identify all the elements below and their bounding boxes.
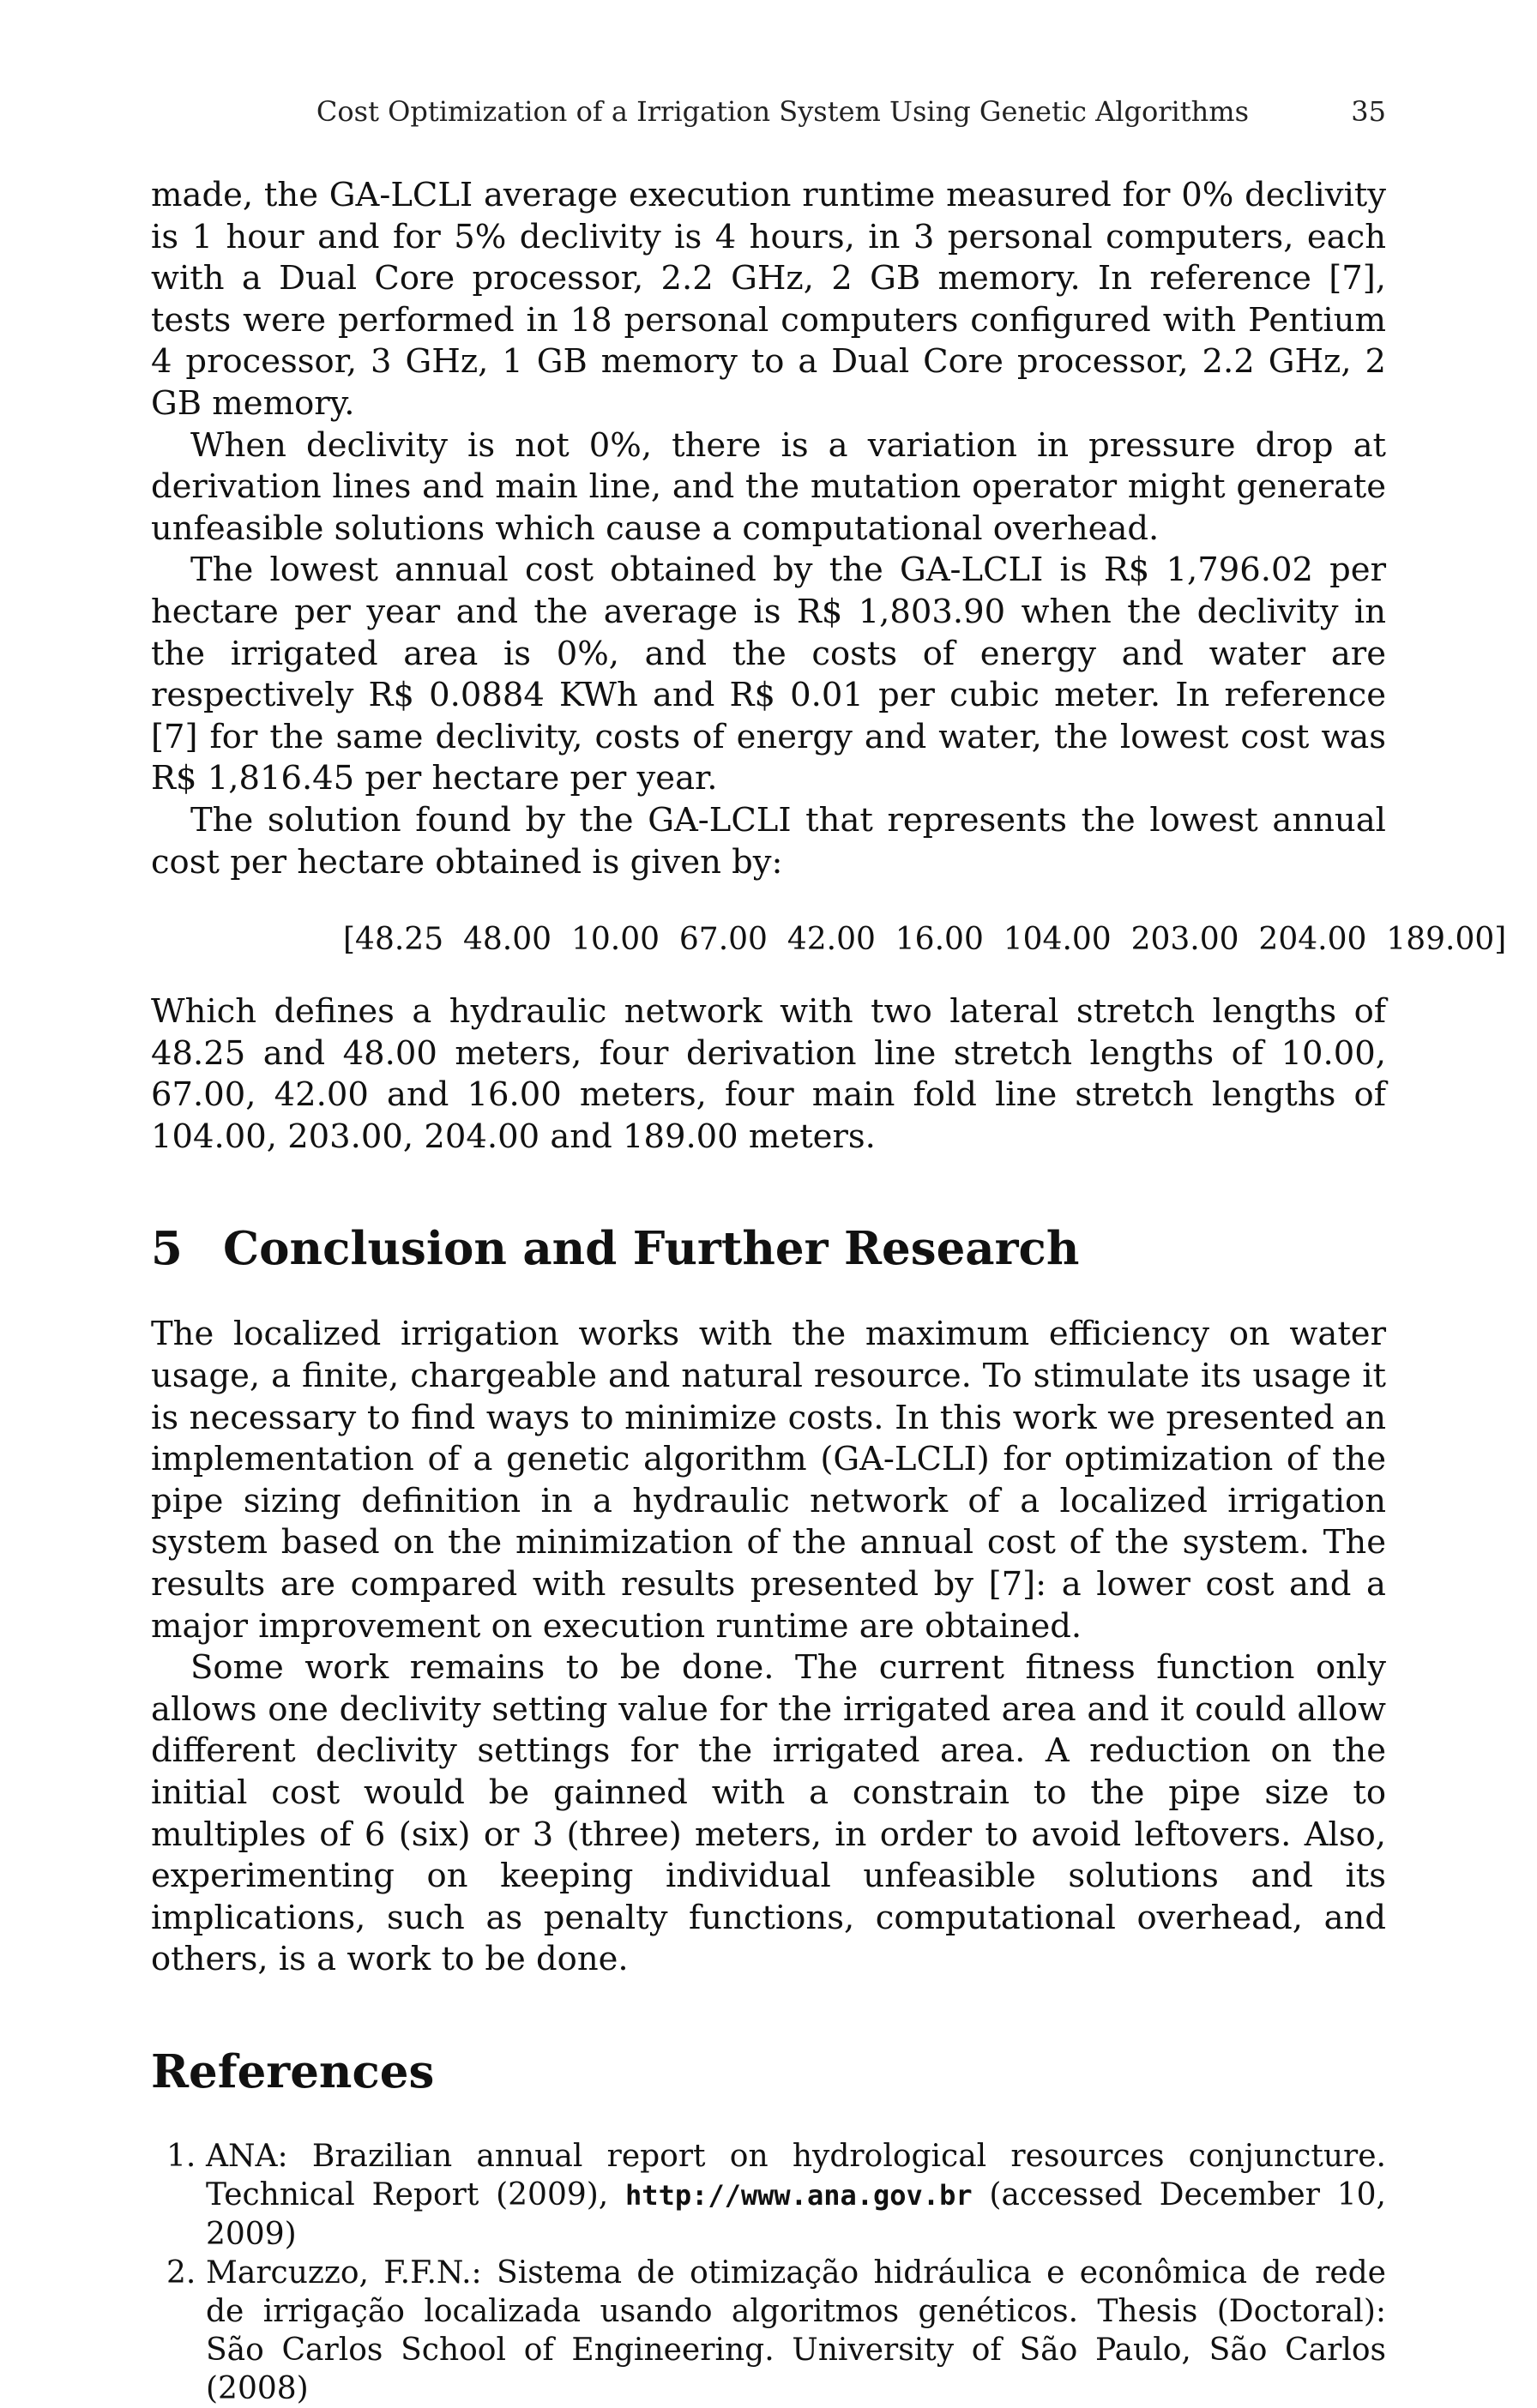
paragraph-runtime: made, the GA-LCLI average execution runtime measured for 0% declivity is 1 hour and for 5% declivity is 4 hours, in 3 personal computers, each with a Dual Core processor, 2.2 GHz, 2 GB memory. In reference [7], tests were performed in 18 personal computers configured with Pentium 4 processor, 3 GHz, 1 GB memory to a Dual Core processor, 2.2 GHz, 2 GB memory. bbox=[151, 176, 1386, 423]
reference-number: 2. bbox=[166, 2254, 196, 2291]
running-title: Cost Optimization of a Irrigation System Using Genetic Algorithms bbox=[316, 95, 1249, 128]
reference-item bbox=[151, 2137, 1386, 2254]
section-title: Conclusion and Further Research bbox=[223, 1222, 1080, 1276]
references-heading: References bbox=[151, 2044, 435, 2098]
reference-url-link[interactable]: http://www.ana.gov.br bbox=[625, 2178, 973, 2212]
reference-item bbox=[151, 2254, 1386, 2408]
paragraph-conclusion: The localized irrigation works with the maximum efficiency on water usage, a finite, chargeable and natural resource. To stimulate its usage it is necessary to find ways to minimize costs. In this work we presented an implementation of a genetic algorithm (GA-LCLI) for optimization of the pipe sizing definition in a hydraulic network of a localized irrigation system based on the minimization of the annual cost of the system. The results are compared with results presented by [7]: a lower cost and a major improvement on execution runtime are obtained. bbox=[151, 1315, 1386, 1646]
paragraph-lowest-cost: The lowest annual cost obtained by the GA-LCLI is R$ 1,796.02 per hectare per year and the average is R$ 1,803.90 when the declivity in the irrigated area is 0%, and the costs of energy and water are respectively R$ 0.0884 KWh and R$ 0.01 per cubic meter. In reference [7] for the same declivity, costs of energy and water, the lowest cost was R$ 1,816.45 per hectare per year. bbox=[151, 551, 1386, 798]
paragraph-solution-intro: The solution found by the GA-LCLI that represents the lowest annual cost per hectare obtained is given by: bbox=[151, 800, 1386, 882]
paragraph-network-definition: Which defines a hydraulic network with two lateral stretch lengths of 48.25 and 48.00 meters, four derivation line stretch lengths of 10.00, 67.00, 42.00 and 16.00 meters, four main fold line stretch lengths of 104.00, 203.00, 204.00 and 189.00 meters. bbox=[151, 992, 1386, 1156]
section-number: 5 bbox=[151, 1222, 183, 1276]
running-header bbox=[151, 86, 1386, 137]
reference-list bbox=[151, 2137, 1386, 2408]
paper-page bbox=[151, 86, 1507, 2408]
section-heading-conclusion bbox=[151, 1223, 1386, 1274]
solution-vector bbox=[151, 919, 1507, 960]
solution-vector-text: [48.25 48.00 10.00 67.00 42.00 16.00 104.00 203.00 204.00 189.00] bbox=[343, 922, 1507, 958]
reference-text-part: ANA: Brazilian annual report on hydrological resources conjuncture. Technical Report (2009), bbox=[206, 2138, 1386, 2212]
page-number: 35 bbox=[1351, 95, 1386, 128]
reference-text-part: (accessed December 10, 2009) bbox=[206, 2176, 1386, 2252]
body-text bbox=[151, 175, 1507, 1158]
reference-number: 1. bbox=[166, 2138, 196, 2174]
paragraph-future-work: Some work remains to be done. The current fitness function only allows one declivity setting value for the irrigated area and it could allow different declivity settings for the irrigated area. A reduction on the initial cost would be gainned with a constrain to the pipe size to multiples of 6 (six) or 3 (three) meters, in order to avoid leftovers. Also, experimenting on keeping individual unfeasible solutions and its implications, such as penalty functions, computational overhead, and others, is a work to be done. bbox=[151, 1648, 1386, 1979]
reference-text: Marcuzzo, F.F.N.: Sistema de otimização hidráulica e econômica de rede de irrigação localizada usando algoritmos genéticos. Thesis (Doctoral): São Carlos School of Engineering. University of São Paulo, São Carlos (2008) bbox=[206, 2254, 1386, 2406]
paragraph-declivity: When declivity is not 0%, there is a variation in pressure drop at derivation lines and main line, and the mutation operator might generate unfeasible solutions which cause a computational overhead. bbox=[151, 425, 1386, 548]
